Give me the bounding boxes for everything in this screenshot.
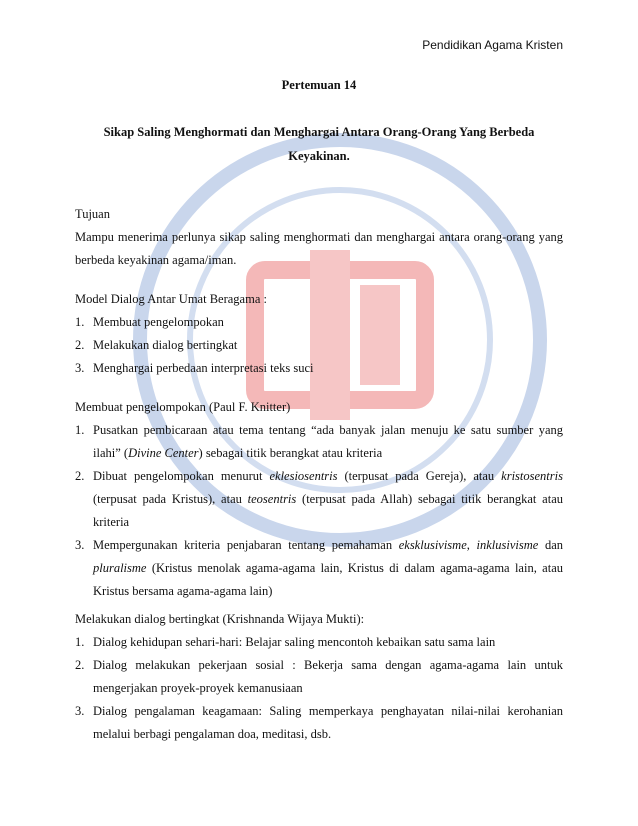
section-text: Mampu menerima perlunya sikap saling menghormati dan menghargai antara orang-orang yang berbeda keyakinan agama/iman. [75,230,563,267]
model-list [75,311,563,380]
list-item: 3. Menghargai perbedaan interpretasi teks suci [75,361,314,375]
list-item: 2. Dibuat pengelompokan menurut eklesiosentris (terpusat pada Gereja), atau kristosentris (terpusat pada Kristus), atau teosentris (terpusat pada Allah) sebagai titik berangkat atau kriteria [75,469,563,529]
page-title: Pertemuan 14 [281,78,357,92]
list-item: 1. Membuat pengelompokan [75,315,224,329]
list-item: 2. Dialog melakukan pekerjaan sosial : Bekerja sama dengan agama-agama lain untuk mengerjakan proyek-proyek kemanusiaan [75,658,563,695]
section-pengelompokan [75,396,563,603]
section-tujuan [75,203,563,272]
list-item: 3. Mempergunakan kriteria penjabaran tentang pemahaman eksklusivisme, inklusivisme dan pluralisme (Kristus menolak agama-agama lain, Kristus di dalam agama-agama lain, atau Kristus bersama agama-agama lain) [75,538,563,598]
section-model [75,288,563,380]
page-subtitle: Sikap Saling Menghormati dan Menghargai Antara Orang-Orang Yang Berbeda Keyakinan. [103,125,535,163]
section-heading: Melakukan dialog bertingkat (Krishnanda Wijaya Mukti): [75,612,365,626]
section-dialog [75,608,563,746]
list-item: 3. Dialog pengalaman keagamaan: Saling memperkaya penghayatan nilai-nilai kerohanian melalui berbagi pengalaman doa, meditasi, dsb. [75,704,563,741]
dialog-list [75,631,563,746]
list-item: 1. Pusatkan pembicaraan atau tema tentang “ada banyak jalan menuju ke satu sumber yang ilahi” (Divine Center) sebagai titik berangkat atau kriteria [75,423,563,460]
page-header: Pendidikan Agama Kristen [422,38,563,52]
section-heading: Tujuan [75,207,110,221]
pengelompokan-list [75,419,563,603]
section-heading: Model Dialog Antar Umat Beragama : [75,292,267,306]
list-item: 1. Dialog kehidupan sehari-hari: Belajar saling mencontoh kebaikan satu sama lain [75,635,496,649]
list-item: 2. Melakukan dialog bertingkat [75,338,238,352]
section-heading: Membuat pengelompokan (Paul F. Knitter) [75,400,291,414]
